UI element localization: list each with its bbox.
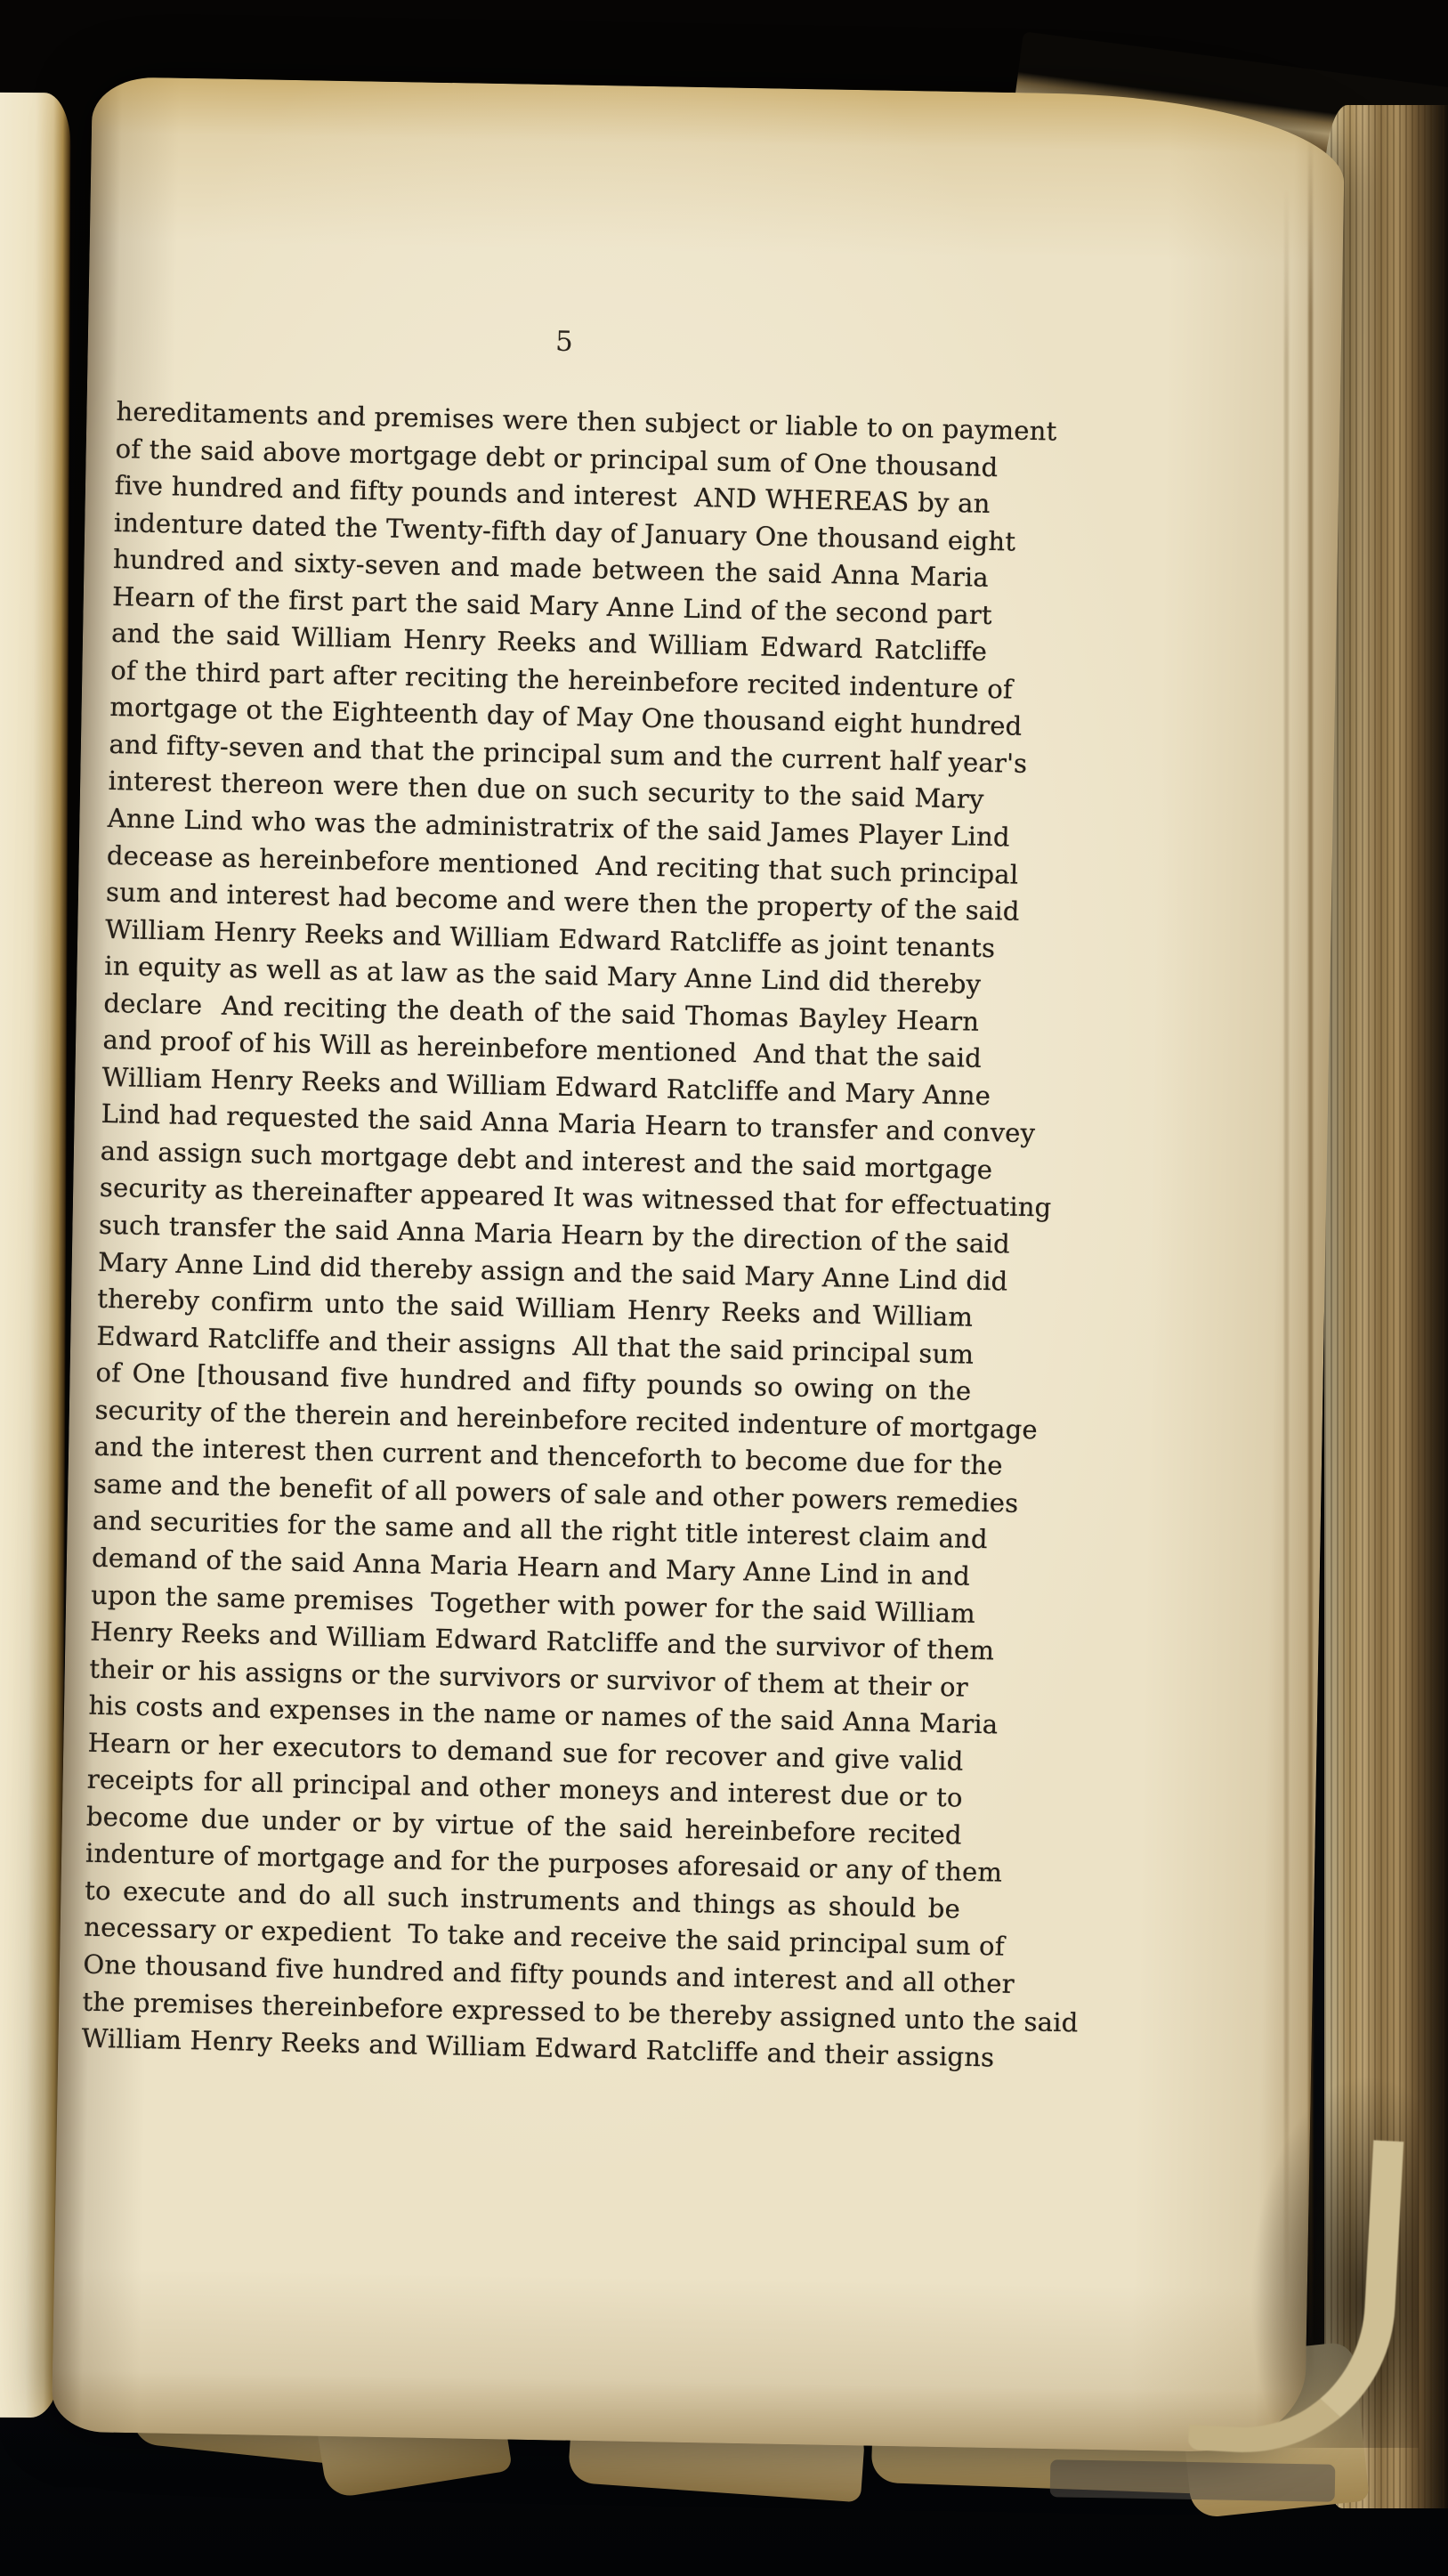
text-line: necessary or expedient To take and receive the said principal sum of <box>83 1912 1006 1963</box>
text-line: Hearn or her executors to demand sue for recover and give valid <box>87 1727 964 1777</box>
text-line: William Henry Reeks and William Edward Ratcliffe and Mary Anne <box>101 1061 991 1111</box>
page-number: 5 <box>554 325 574 359</box>
text-line: in equity as well as at law as the said Mary Anne Lind did thereby <box>103 951 982 1000</box>
text-line: upon the same premises Together with power for the said William <box>90 1579 976 1629</box>
text-line: security of the therein and hereinbefore recited indenture of mortgage <box>94 1394 1039 1446</box>
text-line: demand of the said Anna Maria Hearn and Mary Anne Lind in and <box>91 1542 971 1592</box>
text-line: declare And reciting the death of the said Thomas Bayley Hearn <box>103 987 980 1037</box>
text-line: such transfer the said Anna Maria Hearn by the direction of the said <box>98 1209 1011 1260</box>
text-line: and securities for the same and all the right title interest claim and <box>92 1505 989 1555</box>
text-line: One thousand five hundred and fifty pounds and interest and all other <box>83 1948 1015 1999</box>
text-line: same and the benefit of all powers of sale and other powers remedies <box>93 1468 1019 1519</box>
text-line: become due under or by virtue of the said hereinbefore recited <box>85 1801 963 1851</box>
text-line: and the interest then current and thenceforth to become due for the <box>93 1431 1004 1481</box>
text-line: Anne Lind who was the administratrix of the said James Player Lind <box>107 802 1011 853</box>
text-line: decease as hereinbefore mentioned And reciting that such principal <box>106 839 1019 890</box>
text-line: Edward Ratcliffe and their assigns All that the said principal sum <box>96 1320 975 1370</box>
text-line: interest thereon were then due on such security to the said Mary <box>108 766 984 815</box>
page-crease <box>1284 187 1289 2323</box>
text-line: security as thereinafter appeared It was witnessed that for effectuating <box>99 1172 1052 1224</box>
text-line: thereby confirm unto the said William Henry Reeks and William <box>96 1283 974 1333</box>
text-line: Henry Reeks and William Edward Ratcliffe and the survivor of them <box>90 1616 995 1666</box>
text-line: indenture dated the Twenty-fifth day of January One thousand eight <box>113 506 1016 557</box>
text-line: his costs and expenses in the name or names of the said Anna Maria <box>88 1689 999 1740</box>
page-crease <box>1308 134 1313 2377</box>
text-line: and the said William Henry Reeks and William Edward Ratcliffe <box>110 618 988 668</box>
text-line: the premises thereinbefore expressed to be thereby assigned unto the said <box>82 1986 1079 2037</box>
page-text-block <box>81 393 1079 2076</box>
text-line: indenture of mortgage and for the purposes aforesaid or any of them <box>85 1837 1003 1888</box>
text-line: William Henry Reeks and William Edward Ratcliffe and their assigns <box>81 2022 995 2073</box>
text-line: hundred and sixty-seven and made between the said Anna Maria <box>112 544 990 594</box>
text-line: mortgage ot the Eighteenth day of May One thousand eight hundred <box>109 692 1023 742</box>
text-line: of the third part after reciting the hereinbefore recited indenture of <box>110 654 1014 705</box>
text-line: sum and interest had become and were then the property of the said <box>105 876 1020 927</box>
text-line: receipts for all principal and other moneys and interest due or to <box>86 1763 963 1813</box>
text-line: and proof of his Will as hereinbefore mentioned And that the said <box>102 1025 983 1074</box>
text-line: William Henry Reeks and William Edward Ratcliffe as joint tenants <box>104 913 996 963</box>
table-surface-glimpse <box>1050 2459 1336 2502</box>
text-line: of One [thousand five hundred and fifty pounds so owing on the <box>95 1357 972 1406</box>
text-line: Hearn of the first part the said Mary Anne Lind of the second part <box>111 580 993 630</box>
text-line: to execute and do all such instruments and things as should be <box>84 1875 961 1924</box>
text-line: Mary Anne Lind did thereby assign and the said Mary Anne Lind did <box>97 1246 1008 1297</box>
text-line: Lind had requested the said Anna Maria Hearn to transfer and convey <box>101 1098 1036 1149</box>
text-line: of the said above mortgage debt or principal sum of One thousand <box>115 433 999 482</box>
text-line: and fifty-seven and that the principal sum and the current half year's <box>109 728 1028 779</box>
text-line: hereditaments and premises were then subject or liable to on payment <box>116 395 1057 447</box>
text-line: and assign such mortgage debt and interest and the said mortgage <box>100 1135 993 1186</box>
text-line: their or his assigns or the survivors or survivor of them at their or <box>89 1653 969 1703</box>
text-line: five hundred and fifty pounds and interest AND WHEREAS by an <box>114 470 991 520</box>
